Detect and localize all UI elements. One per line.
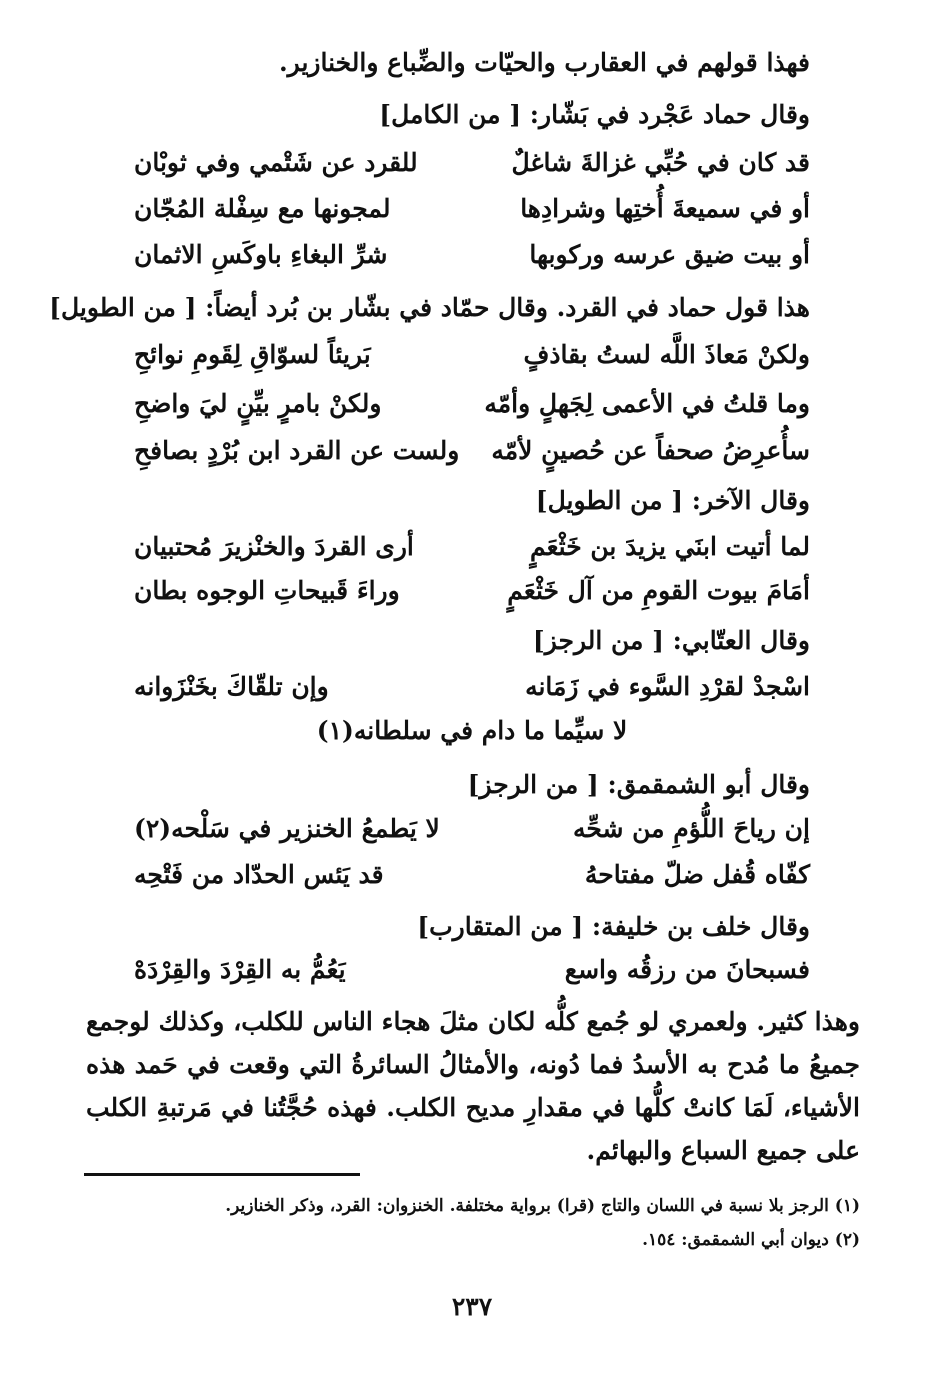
poem-intro: هذا قول حماد في القرد. وقال حمّاد في بشّار بن بُرد أيضاً: [ من الطويل] — [49, 293, 810, 322]
verse-first-hemistich: وما قلتُ في الأعمى لِجَهلٍ وأمّه — [484, 389, 810, 418]
verse — [134, 148, 810, 190]
verse-second-hemistich: ولست عن القرد ابن بُرْدٍ بصافحِ — [134, 436, 460, 465]
verse-first-hemistich: ولكنْ مَعاذَ اللَّه لستُ بقاذفٍ — [523, 340, 810, 369]
verse-second-hemistich: للقرد عن شَتْمي وفي ثوبْان — [134, 148, 418, 177]
verse-first-hemistich: أمَامَ بيوت القومِ من آل خَثْعَمٍ — [507, 576, 810, 605]
verse — [134, 389, 810, 431]
verse-second-hemistich: وراءَ قَبيحاتِ الوجوه بطان — [134, 576, 400, 605]
verse-first-hemistich: اسْجدْ لقرْدِ السَّوء في زَمَانه — [525, 672, 810, 701]
verse-second-hemistich: شرِّ البغاءِ باوكَسِ الاثمان — [134, 240, 388, 269]
verse — [134, 436, 810, 478]
verse-second-hemistich: قد يَئس الحدّاد من فَتْحِه — [134, 860, 384, 889]
verse-second-hemistich: وإن تلقّاكَ بخَنْزَوانه — [134, 672, 329, 701]
poem-intro: وقال العتّابي: [ من الرجز] — [532, 626, 810, 655]
verse-first-hemistich: أو بيت ضيق عرسه وركوبها — [529, 240, 810, 269]
verse-second-hemistich: أرى القردَ والخنْزيرَ مُحتبيان — [134, 532, 414, 561]
poem-intro: وقال أبو الشمقمق: [ من الرجز] — [467, 770, 810, 799]
verse — [134, 340, 810, 382]
poem-intro: وقال حماد عَجْرد في بَشّار: [ من الكامل] — [379, 100, 810, 129]
verse-second-hemistich: لا يَطمعُ الخنزير في سَلْحه(٢) — [134, 814, 440, 843]
verse — [134, 860, 810, 902]
verse — [134, 814, 810, 856]
poem-intro: وقال الآخر: [ من الطويل] — [535, 486, 810, 515]
text-line: فهذا قولهم في العقارب والحيّات والضِّباع والخنازير. — [278, 48, 810, 77]
verse-second-hemistich: يَعُمُّ به القِرْدَ والقِرْدَهْ — [134, 955, 346, 984]
verse — [134, 240, 810, 282]
verse-first-hemistich: فسبحانَ من رزقُه واسع — [564, 955, 810, 984]
single-verse: لا سيِّما ما دام في سلطانه(١) — [316, 716, 628, 745]
verse-first-hemistich: لما أتيت ابنَي يزيدَ بن خَثْعَمٍ — [529, 532, 810, 561]
verse-first-hemistich: أو في سميعةَ أُختِها وشرادِها — [520, 194, 810, 223]
verse-first-hemistich: إن رياحَ اللُّؤمِ من شحِّه — [572, 814, 810, 843]
page-number: ٢٣٧ — [451, 1292, 493, 1321]
verse-first-hemistich: سأُعرِضُ صحفاً عن حُصينٍ لأمّه — [491, 436, 810, 465]
verse — [134, 194, 810, 236]
footnote-separator — [84, 1173, 360, 1176]
verse-second-hemistich: بَريئاً لسوّاقِ لِقَومِ نوائحِ — [134, 340, 371, 369]
verse — [134, 532, 810, 574]
verse-second-hemistich: ولكنْ بامرٍ بيِّنٍ ليَ واضحِ — [134, 389, 382, 418]
footnote: (٢) ديوان أبي الشمقمق: ١٥٤. — [642, 1230, 860, 1250]
verse — [134, 576, 810, 618]
poem-intro: وقال خلف بن خليفة: [ من المتقارب] — [417, 912, 810, 941]
closing-paragraph: وهذا كثير. ولعمري لو جُمع كلُّه لكان مثلَ هجاء الناس للكلب، وكذلك لوجمع جميعُ ما مُدح به الأسدُ فما دُونه، والأمثالُ السائرةُ التي وقعت في حَمد هذه الأشياء، لَمَا كانتْ كلُّها في مقدارِ مديح الكلب. فهذه حُجَّتُنا في مَرتبةِ الكلب على جميع السباع والبهائم. — [86, 1007, 860, 1165]
verse — [134, 955, 810, 997]
verse — [134, 672, 810, 714]
verse-first-hemistich: قد كان في حُبِّي غزالةَ شاغلٌ — [511, 148, 810, 177]
verse-second-hemistich: لمجونها مع سِفْلة المُجّان — [134, 194, 391, 223]
footnote: (١) الرجز بلا نسبة في اللسان والتاج (قرا) برواية مختلفة. الخنزوان: القرد، وذكر الخنازير. — [225, 1196, 860, 1216]
verse-first-hemistich: كفّاه قُفل ضلّ مفتاحهُ — [584, 860, 810, 889]
